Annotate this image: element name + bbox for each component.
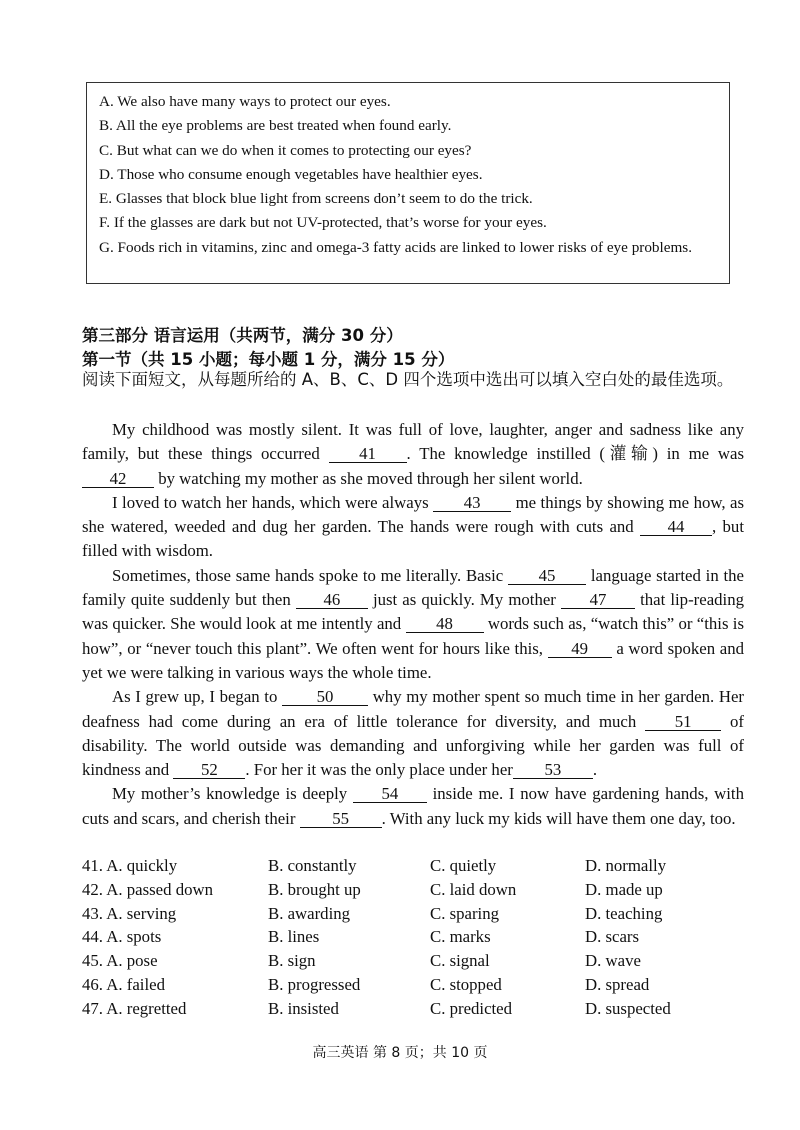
text-segment: a word spoken and yet we were talking in various ways the whole time. xyxy=(82,638,744,682)
choice-b: B. constantly xyxy=(268,856,357,875)
text-segment: , but filled with wisdom. xyxy=(82,517,744,561)
choice-d: D. normally xyxy=(585,856,667,875)
option-b: B. All the eye problems are best treated when found early. xyxy=(99,117,452,135)
blank-43: 43 xyxy=(433,495,511,512)
choice-c: C. predicted xyxy=(430,998,513,1018)
text-segment: My mother’s knowledge is deeply xyxy=(112,784,348,804)
blank-42: 42 xyxy=(82,471,154,488)
text-segment: . For her it was the only place under her xyxy=(245,760,513,780)
page-footer: 高三英语 第 8 页；共 10 页 xyxy=(312,1045,488,1061)
choice-b: B. brought up xyxy=(268,879,361,899)
choice-row-42 xyxy=(82,878,705,902)
blank-48: 48 xyxy=(406,616,484,633)
text-segment: My childhood was mostly silent. It was full of love, laughter, anger and sadness like any family, but these things occurred xyxy=(82,420,744,464)
blank-45: 45 xyxy=(508,568,586,585)
text-segment: . xyxy=(592,760,598,780)
option-f: F. If the glasses are dark but not UV-protected, that’s worse for your eyes. xyxy=(99,214,547,232)
choice-a: 44. A. spots xyxy=(82,927,162,947)
option-d: D. Those who consume enough vegetables have healthier eyes. xyxy=(99,165,483,183)
choice-a: 45. A. pose xyxy=(82,951,158,971)
text-segment: just as quickly. My mother xyxy=(372,590,556,610)
choice-c: C. quietly xyxy=(430,856,497,875)
choice-row-41 xyxy=(82,854,705,878)
option-g: G. Foods rich in vitamins, zinc and omega-3 fatty acids are linked to lower risks of eye problems. xyxy=(99,238,693,256)
text-segment: why my mother spent so much time in her garden. Her deafness had come during an era of little tolerance for diversity, and much xyxy=(82,687,744,731)
choice-c: C. sparing xyxy=(430,903,499,923)
section-title: 第一节（共 15 小题；每小题 1 分，满分 15 分） xyxy=(82,350,455,369)
blank-41: 41 xyxy=(329,446,407,463)
text-segment: me things by showing me how, as she watered, weeded and dug her garden. The hands were rough with cuts and xyxy=(82,492,745,537)
blank-54: 54 xyxy=(353,786,427,803)
blank-49: 49 xyxy=(548,641,612,658)
choice-row-47 xyxy=(82,997,705,1021)
text-segment: words such as, “watch this” or “this is how”, or “never touch this plant”. We often went for hours like this, xyxy=(82,614,744,658)
text-segment: of disability. The world outside was demanding and unforgiving while her garden was full of kindness and xyxy=(82,711,744,780)
choice-row-44 xyxy=(82,925,705,949)
paragraph-5 xyxy=(82,782,744,831)
answer-choices xyxy=(82,854,705,1021)
choice-c: C. laid down xyxy=(430,879,517,899)
choice-d: D. made up xyxy=(585,879,663,899)
choice-a: 46. A. failed xyxy=(82,974,165,994)
choice-a: 43. A. serving xyxy=(82,903,177,923)
part-title: 第三部分 语言运用（共两节，满分 30 分） xyxy=(82,326,403,345)
choice-a: 41. A. quickly xyxy=(82,856,178,875)
option-a: A. We also have many ways to protect our eyes. xyxy=(99,93,391,110)
blank-51: 51 xyxy=(645,714,721,731)
choice-b: B. awarding xyxy=(268,903,351,923)
blank-50: 50 xyxy=(282,689,368,706)
choice-a: 42. A. passed down xyxy=(82,879,213,899)
text-segment: I loved to watch her hands, which were always xyxy=(112,492,429,512)
choice-c: C. stopped xyxy=(430,974,502,994)
paragraph-4 xyxy=(82,685,744,782)
choice-row-43 xyxy=(82,902,705,926)
text-segment: by watching my mother as she moved through her silent world. xyxy=(158,468,583,488)
paragraph-3 xyxy=(82,564,744,685)
choice-d: D. suspected xyxy=(585,998,671,1018)
choice-d: D. spread xyxy=(585,974,650,994)
option-c: C. But what can we do when it comes to protecting our eyes? xyxy=(99,141,472,159)
blank-52: 52 xyxy=(173,762,245,779)
text-segment: Sometimes, those same hands spoke to me literally. Basic xyxy=(112,565,504,585)
blank-44: 44 xyxy=(640,519,712,536)
text-segment: that lip-reading was quicker. She would look at me intently and xyxy=(82,590,744,634)
choice-d: D. teaching xyxy=(585,903,663,923)
choice-row-45 xyxy=(82,949,705,973)
choice-b: B. lines xyxy=(268,927,320,947)
choice-d: D. scars xyxy=(585,927,640,947)
paragraph-2 xyxy=(82,491,744,564)
choice-a: 47. A. regretted xyxy=(82,998,187,1018)
choice-row-46 xyxy=(82,973,705,997)
blank-46: 46 xyxy=(296,592,368,609)
choice-b: B. insisted xyxy=(268,998,339,1018)
blank-47: 47 xyxy=(561,592,635,609)
text-segment: language started in the family quite suddenly but then xyxy=(82,565,744,610)
paragraph-1 xyxy=(82,418,744,491)
options-box xyxy=(86,82,730,284)
instructions: 阅读下面短文，从每题所给的 A、B、C、D 四个选项中选出可以填入空白处的最佳选项。 xyxy=(82,370,734,389)
text-segment: inside me. I now have gardening hands, with cuts and scars, and cherish their xyxy=(82,784,744,828)
blank-53: 53 xyxy=(513,762,593,779)
option-e: E. Glasses that block blue light from screens don’t seem to do the trick. xyxy=(99,190,533,208)
text-segment: . The knowledge instilled (灌输) in me was xyxy=(406,444,744,464)
choice-d: D. wave xyxy=(585,951,641,971)
choice-c: C. signal xyxy=(430,951,490,971)
choice-b: B. sign xyxy=(268,951,316,971)
choice-b: B. progressed xyxy=(268,974,361,994)
cloze-passage xyxy=(82,418,744,831)
choice-c: C. marks xyxy=(430,927,491,947)
blank-55: 55 xyxy=(300,811,382,828)
text-segment: . With any luck my kids will have them one day, too. xyxy=(381,808,736,828)
text-segment: As I grew up, I began to xyxy=(112,687,278,707)
